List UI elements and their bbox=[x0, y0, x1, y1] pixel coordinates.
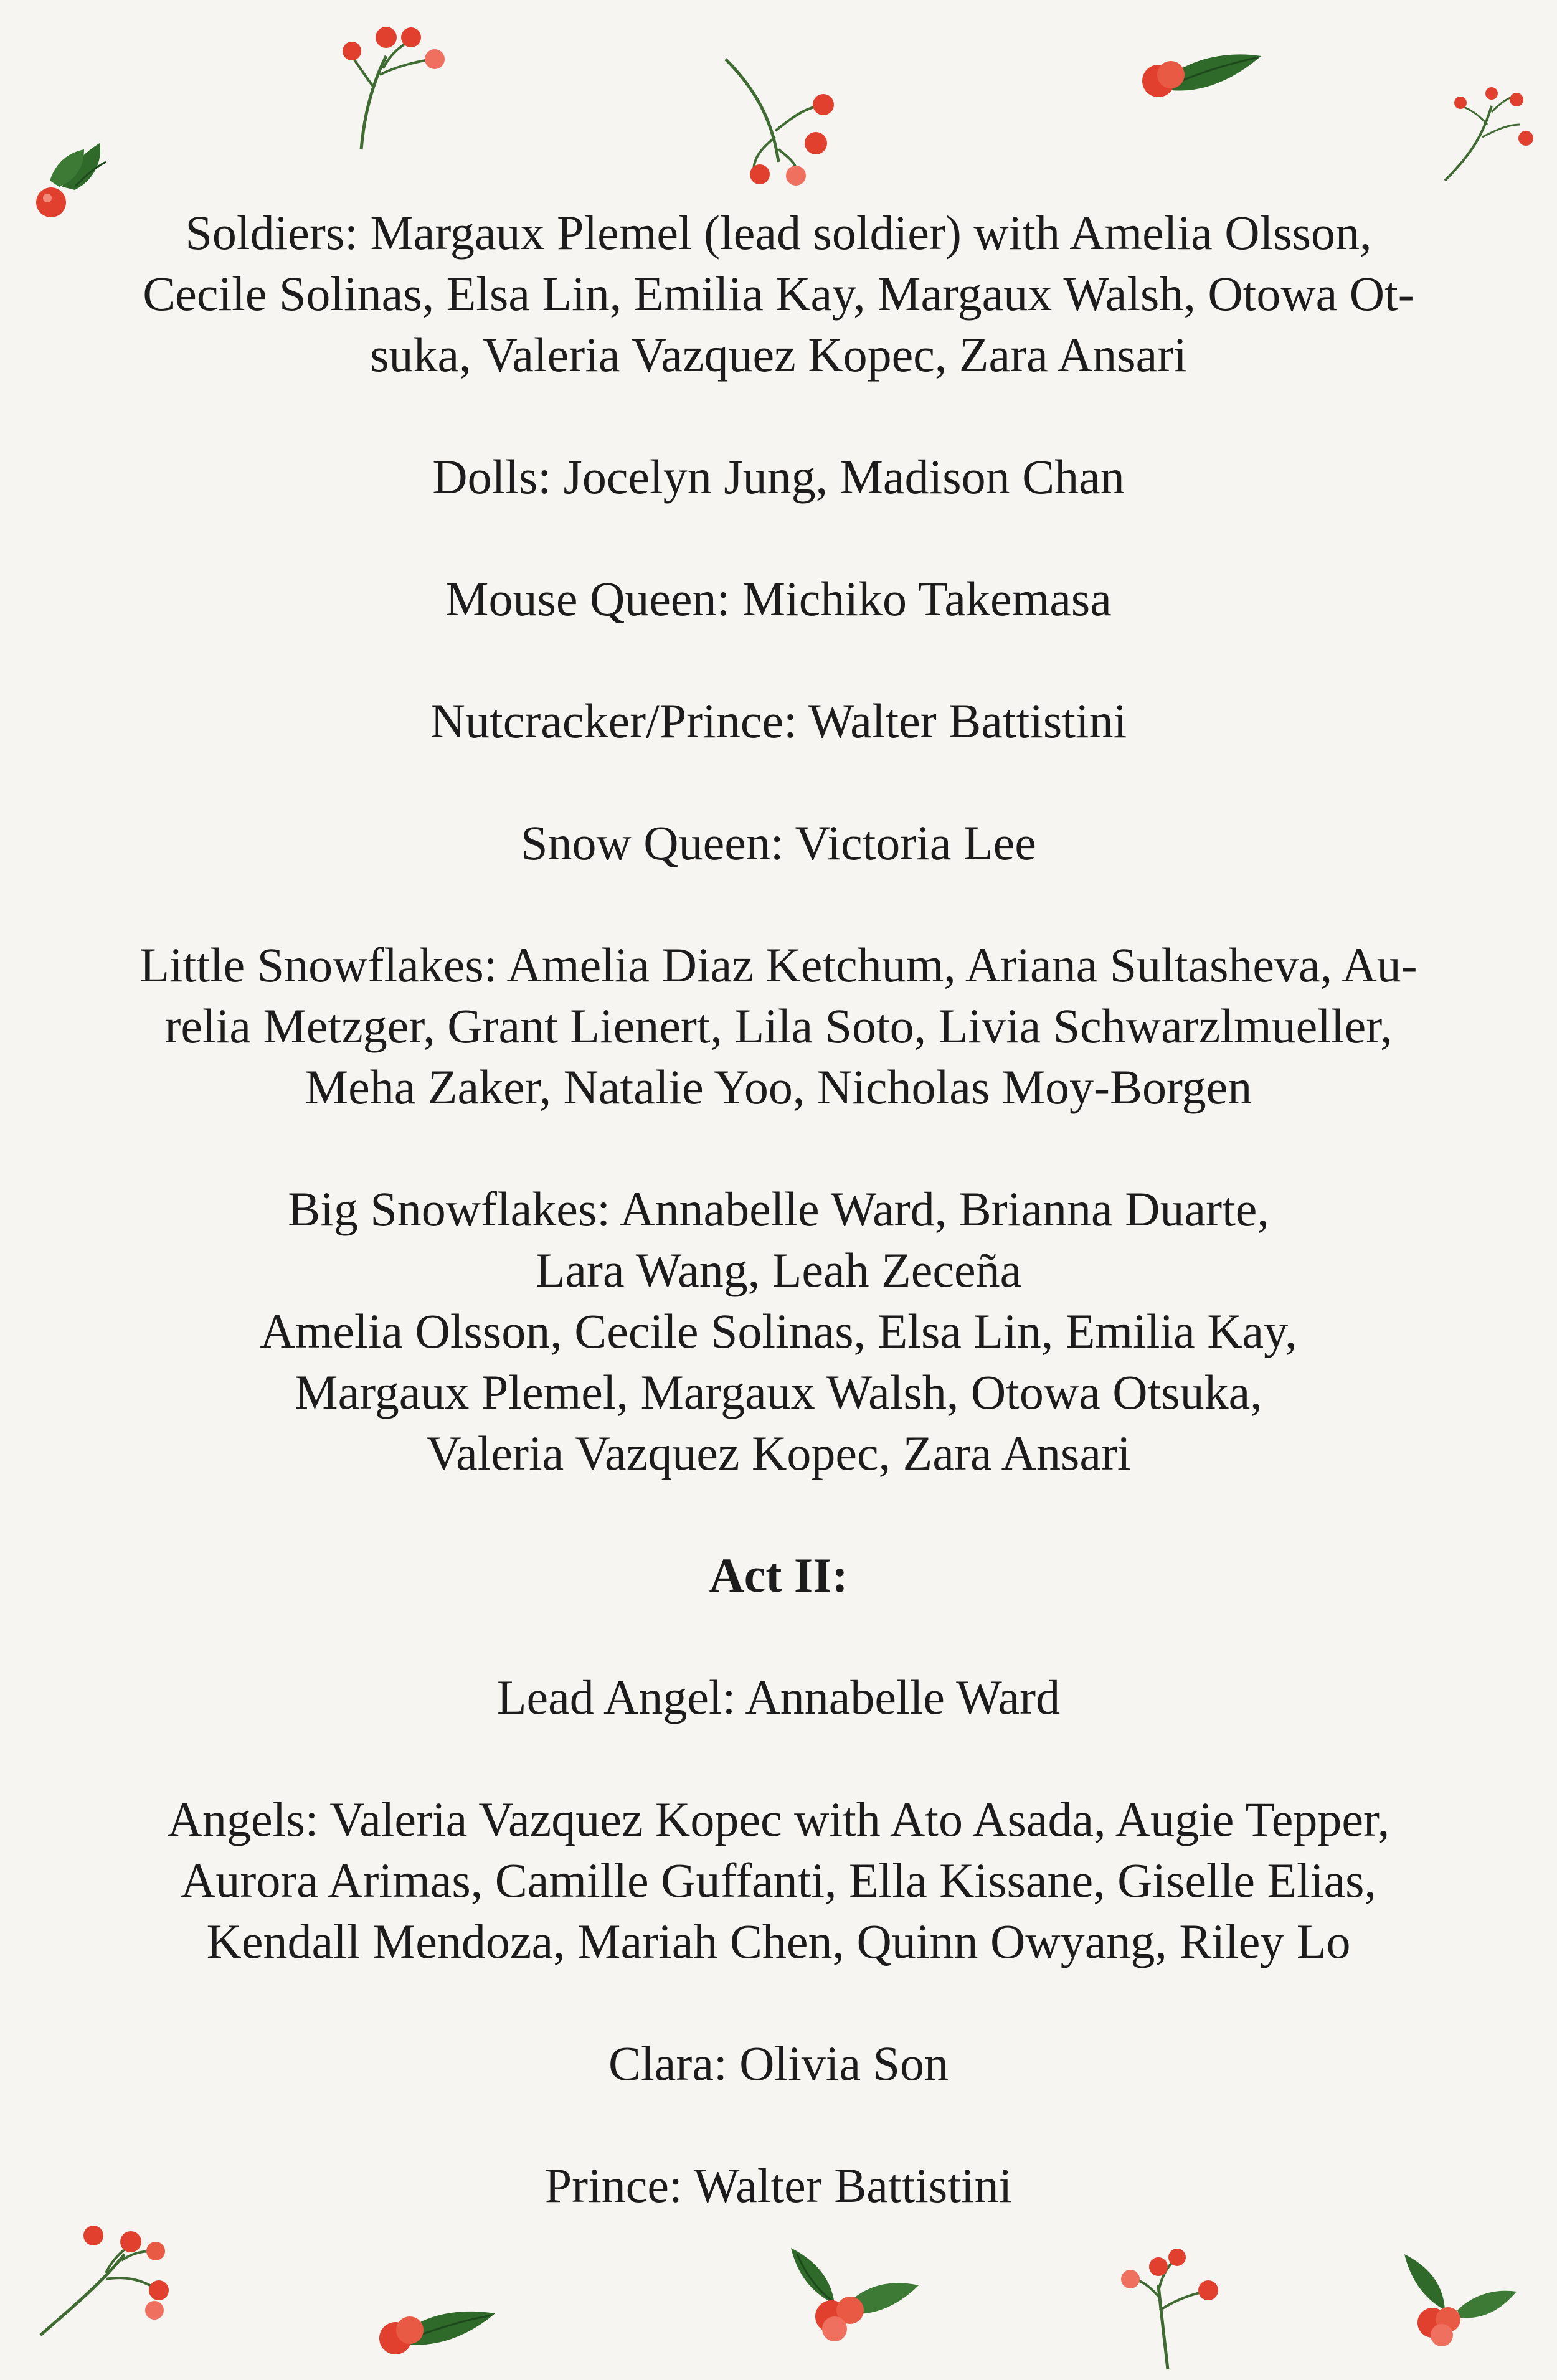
cast-entry-prince bbox=[62, 2155, 1495, 2216]
cast-entry-angels bbox=[62, 1789, 1495, 1972]
berry-sprig-icon bbox=[330, 12, 455, 156]
cast-line: suka, Valeria Vazquez Kopec, Zara Ansari bbox=[370, 328, 1187, 382]
cast-line: Cecile Solinas, Elsa Lin, Emilia Kay, Margaux Walsh, Otowa Ot- bbox=[143, 267, 1414, 321]
cast-entry-big-snowflakes bbox=[62, 1179, 1495, 1484]
cast-line: Aurora Arimas, Camille Guffanti, Ella Kissane, Giselle Elias, bbox=[181, 1853, 1376, 1907]
cast-line: Little Snowflakes: Amelia Diaz Ketchum, Ariana Sultasheva, Au- bbox=[140, 938, 1417, 992]
cast-line: Soldiers: Margaux Plemel (lead soldier) with Amelia Olsson, bbox=[185, 205, 1372, 260]
cast-line: Margaux Plemel, Margaux Walsh, Otowa Otsuka, bbox=[295, 1365, 1262, 1419]
cast-entry-dolls bbox=[62, 446, 1495, 508]
cast-line: Snow Queen: Victoria Lee bbox=[521, 816, 1036, 870]
holly-berry-icon bbox=[367, 2279, 504, 2366]
act-two-heading: Act II: bbox=[709, 1548, 848, 1602]
cast-line: Meha Zaker, Natalie Yoo, Nicholas Moy-Borgen bbox=[305, 1060, 1252, 1114]
cast-entry-clara bbox=[62, 2033, 1495, 2094]
cast-entry-mouse-queen bbox=[62, 569, 1495, 630]
cast-line: Amelia Olsson, Cecile Solinas, Elsa Lin, Emilia Kay, bbox=[260, 1304, 1297, 1358]
cast-line: Valeria Vazquez Kopec, Zara Ansari bbox=[426, 1426, 1131, 1480]
cast-line: Lead Angel: Annabelle Ward bbox=[496, 1670, 1061, 1724]
berry-sprig-icon bbox=[716, 50, 847, 193]
cast-entry-nutcracker-prince bbox=[62, 691, 1495, 752]
cast-line: relia Metzger, Grant Lienert, Lila Soto, Livia Schwarzlmueller, bbox=[164, 999, 1393, 1053]
cast-entry-snow-queen bbox=[62, 813, 1495, 874]
cast-line: Prince: Walter Battistini bbox=[544, 2158, 1013, 2212]
cast-line: Dolls: Jocelyn Jung, Madison Chan bbox=[432, 450, 1125, 504]
holly-berry-icon bbox=[1127, 25, 1271, 112]
cast-line: Big Snowflakes: Annabelle Ward, Brianna Duarte, bbox=[288, 1182, 1269, 1236]
cast-entry-soldiers bbox=[62, 202, 1495, 385]
cast-line: Mouse Queen: Michiko Takemasa bbox=[445, 572, 1112, 626]
cast-list bbox=[62, 202, 1495, 2277]
cast-line: Nutcracker/Prince: Walter Battistini bbox=[430, 694, 1127, 748]
cast-entry-little-snowflakes bbox=[62, 935, 1495, 1118]
cast-line: Lara Wang, Leah Zeceña bbox=[535, 1243, 1022, 1297]
cast-entry-lead-angel bbox=[62, 1667, 1495, 1728]
cast-line: Angels: Valeria Vazquez Kopec with Ato Asada, Augie Tepper, bbox=[167, 1792, 1390, 1846]
cast-line: Clara: Olivia Son bbox=[608, 2036, 949, 2090]
berry-sprig-icon bbox=[1432, 81, 1538, 187]
cast-line: Kendall Mendoza, Mariah Chen, Quinn Owyang, Riley Lo bbox=[206, 1914, 1351, 1968]
